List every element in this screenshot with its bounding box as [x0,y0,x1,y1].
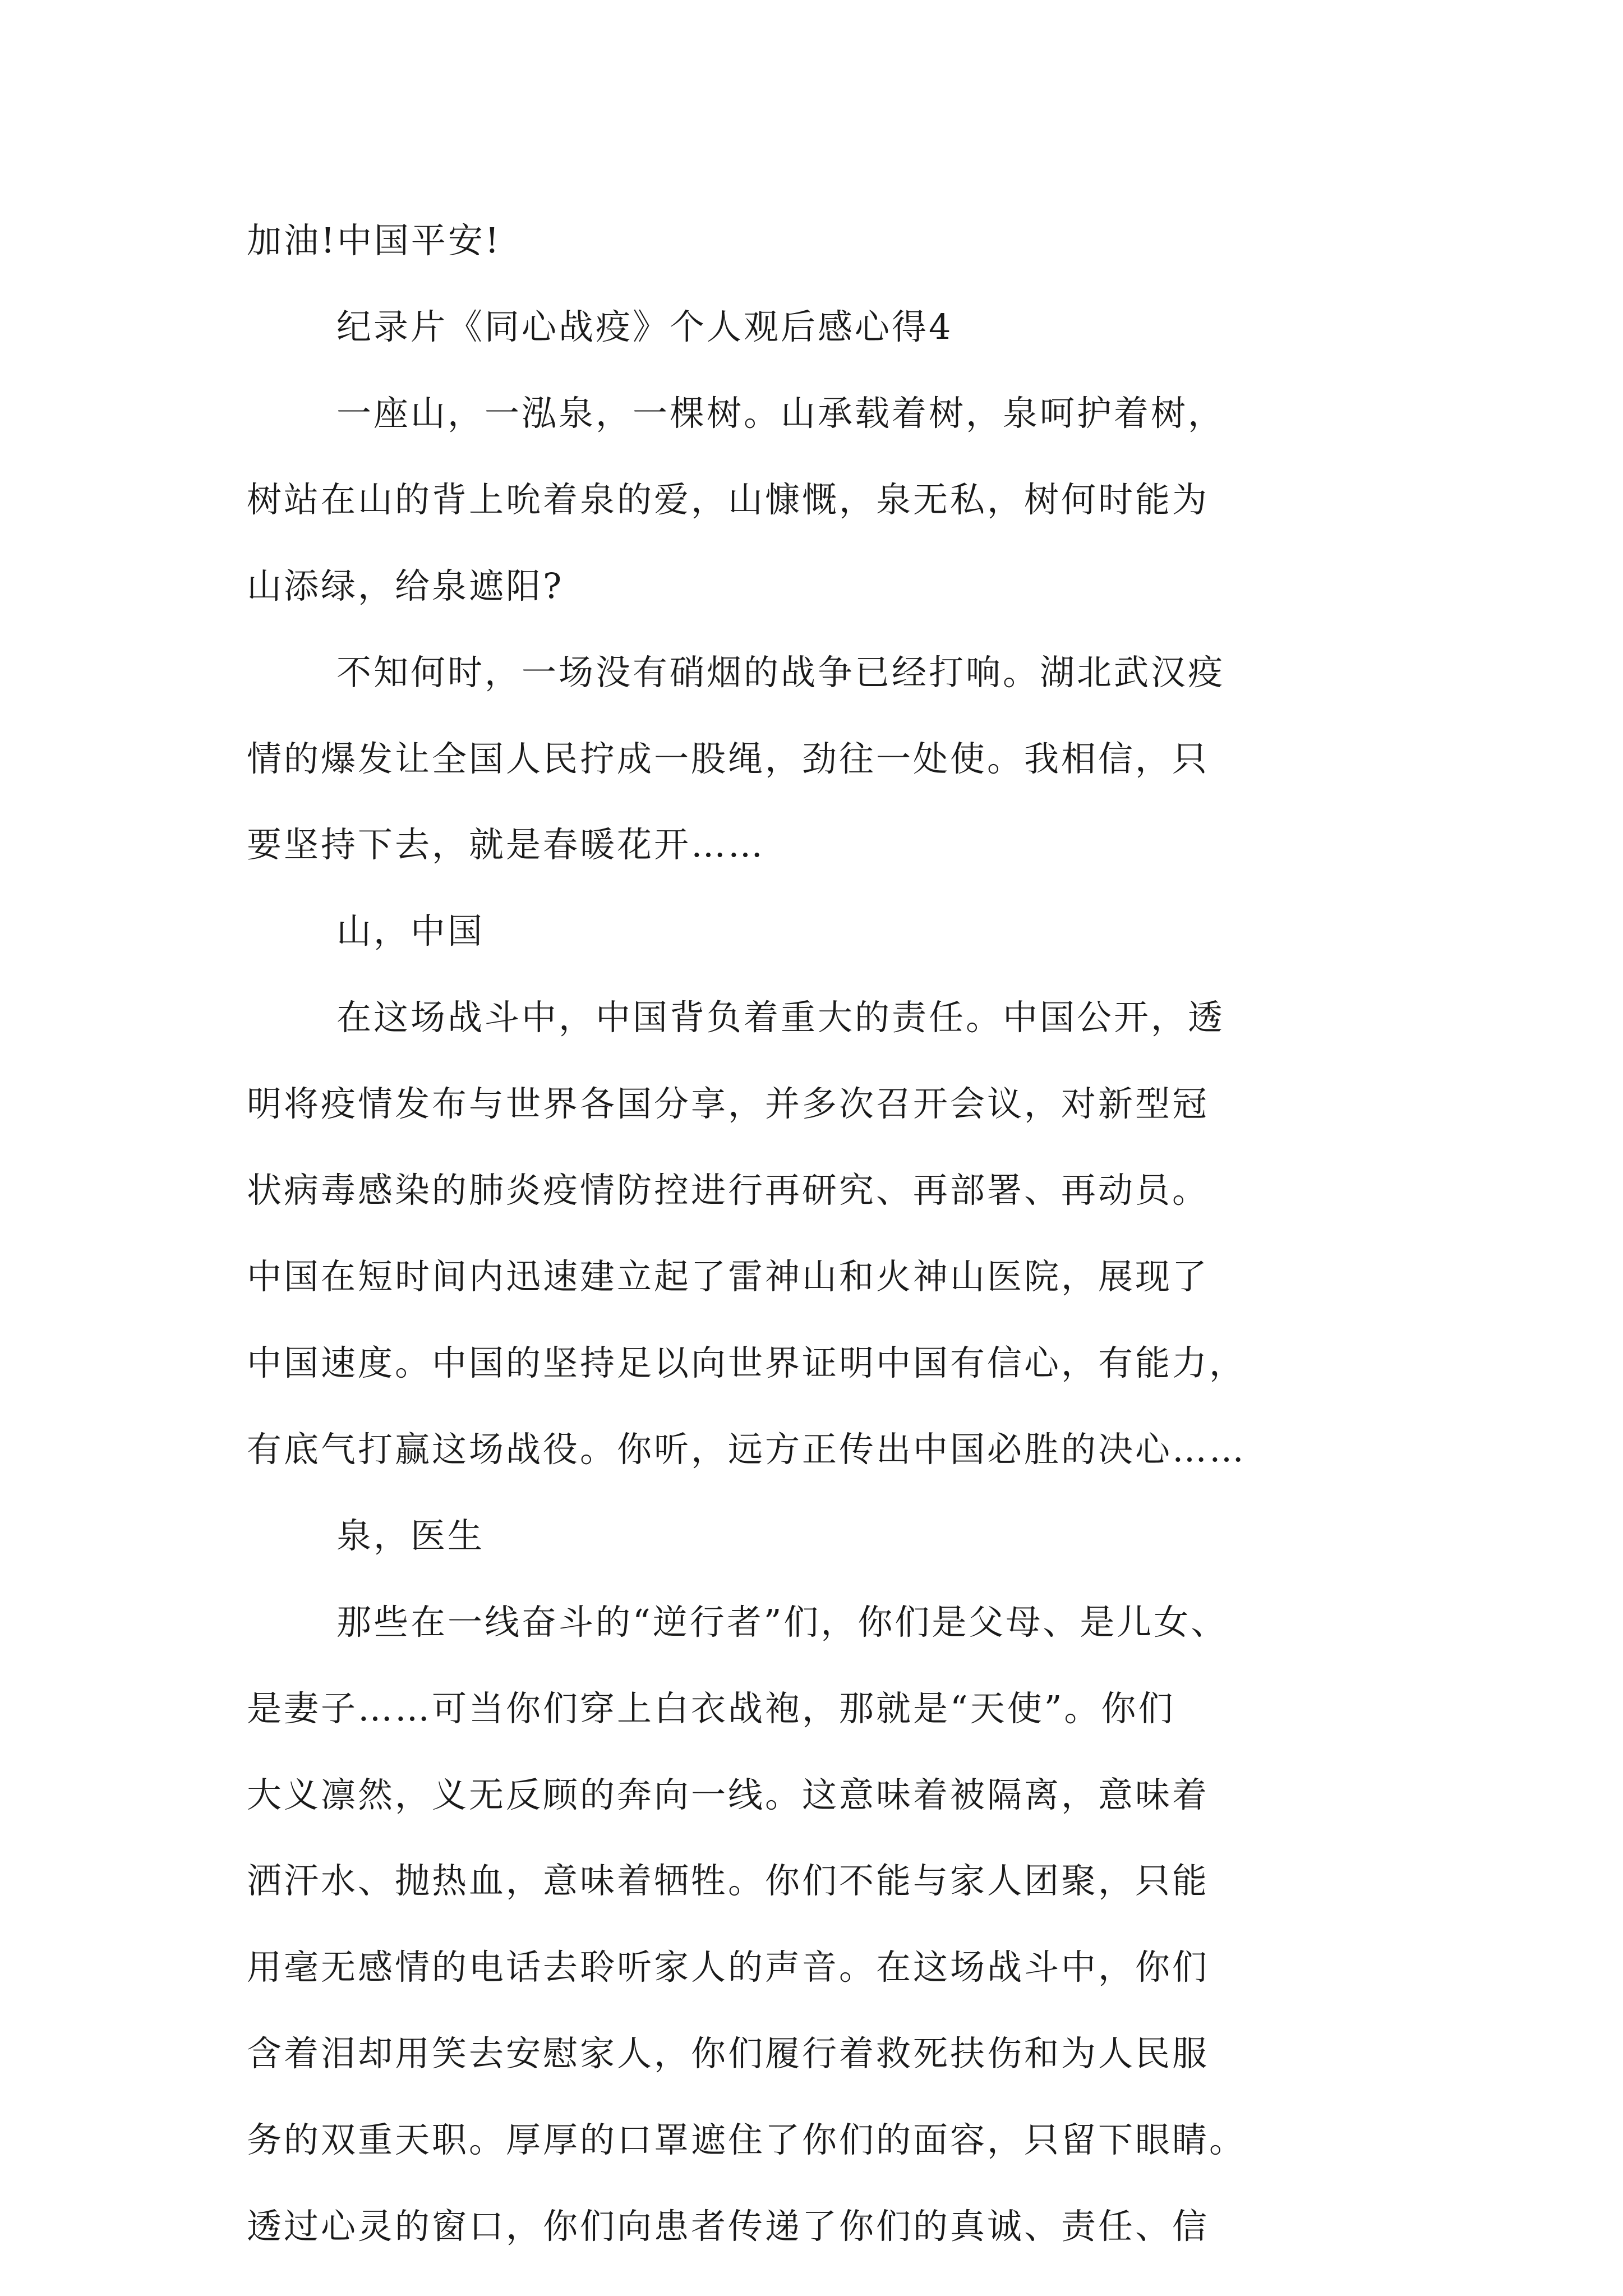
paragraph-line: 一座山，一泓泉，一棵树。山承载着树，泉呵护着树， [336,392,1225,434]
paragraph-line: 要坚持下去，就是春暖花开…… [247,824,766,866]
text-line: 加油!中国平安! [247,220,501,261]
paragraph-line: 情的爆发让全国人民拧成一股绳，劲往一处使。我相信，只 [247,738,1210,779]
section-heading: 纪录片《同心战疫》个人观后感心得4 [336,306,953,347]
paragraph-line: 有底气打赢这场战役。你听，远方正传出中国必胜的决心…… [247,1428,1247,1470]
paragraph-line: 山添绿，给泉遮阳? [247,565,564,606]
paragraph-line: 大义凛然，义无反顾的奔向一线。这意味着被隔离，意味着 [247,1774,1210,1815]
paragraph-line: 不知何时，一场没有硝烟的战争已经打响。湖北武汉疫 [336,651,1225,693]
paragraph-line: 含着泪却用笑去安慰家人，你们履行着救死扶伤和为人民服 [247,2033,1210,2074]
paragraph-line: 那些在一线奋斗的“逆行者”们，你们是父母、是儿女、 [336,1601,1228,1642]
paragraph-line: 中国在短时间内迅速建立起了雷神山和火神山医院，展现了 [247,1256,1210,1297]
paragraph-line: 在这场战斗中，中国背负着重大的责任。中国公开，透 [336,997,1225,1038]
subheading: 山，中国 [336,910,485,952]
paragraph-line: 用毫无感情的电话去聆听家人的声音。在这场战斗中，你们 [247,1947,1210,1988]
paragraph-line: 中国速度。中国的坚持足以向世界证明中国有信心，有能力， [247,1342,1247,1383]
paragraph-line: 透过心灵的窗口，你们向患者传递了你们的真诚、责任、信 [247,2206,1210,2247]
paragraph-line: 状病毒感染的肺炎疫情防控进行再研究、再部署、再动员。 [247,1170,1210,1211]
paragraph-line: 明将疫情发布与世界各国分享，并多次召开会议，对新型冠 [247,1083,1210,1125]
subheading: 泉，医生 [336,1515,485,1556]
paragraph-line: 树站在山的背上吮着泉的爱，山慷慨，泉无私，树何时能为 [247,478,1210,520]
paragraph-line: 洒汗水、抛热血，意味着牺牲。你们不能与家人团聚，只能 [247,1860,1210,1902]
paragraph-line: 是妻子……可当你们穿上白衣战袍，那就是“天使”。你们 [247,1687,1175,1729]
paragraph-line: 务的双重天职。厚厚的口罩遮住了你们的面容，只留下眼睛。 [247,2119,1247,2161]
